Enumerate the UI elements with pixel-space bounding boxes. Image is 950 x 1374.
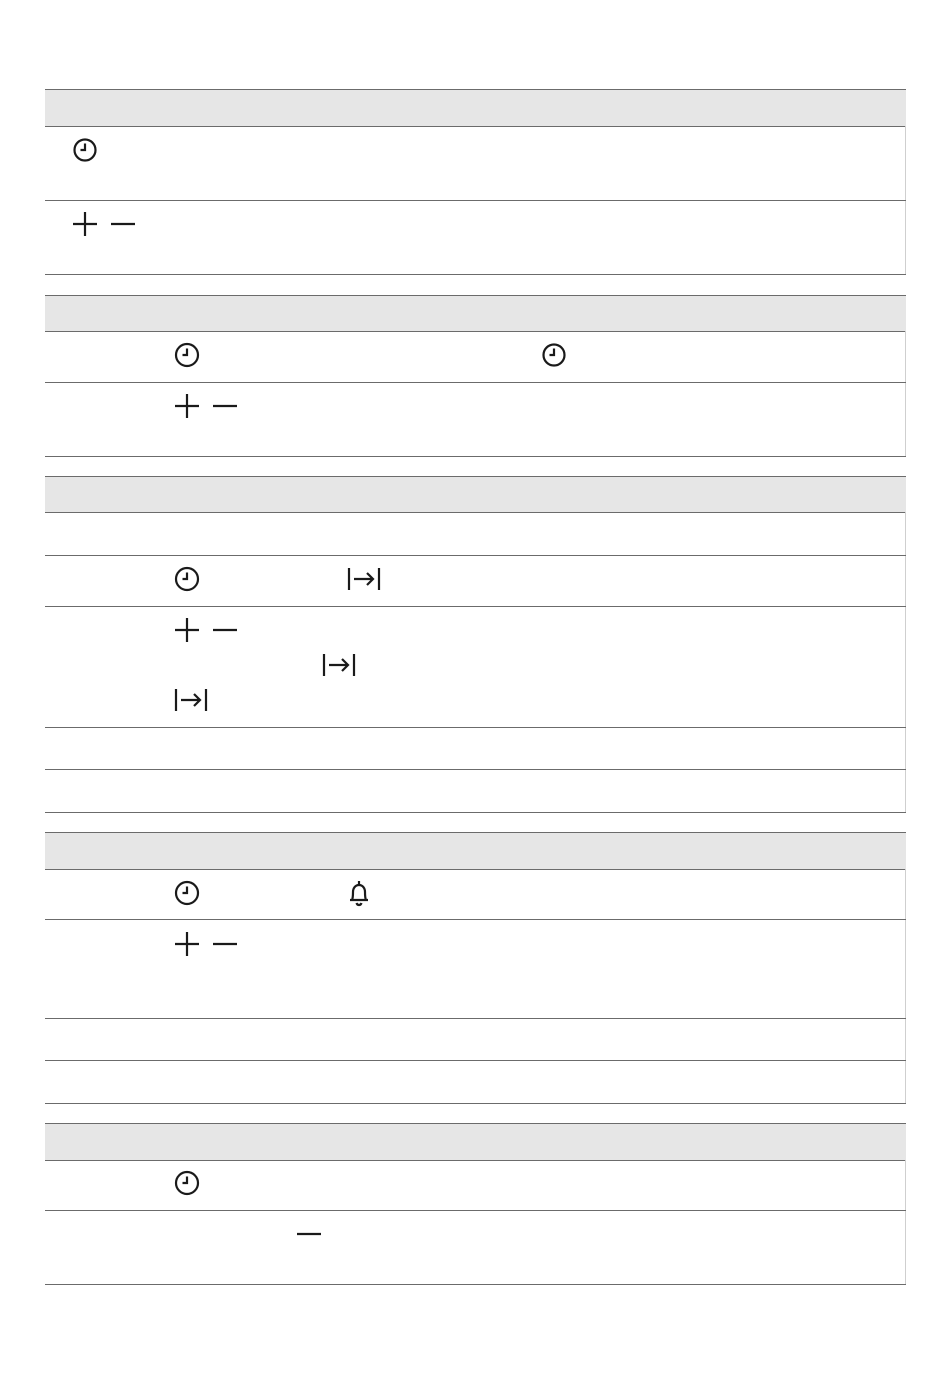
clock-icon — [174, 342, 200, 368]
minus-icon — [211, 930, 239, 958]
minus-icon — [211, 616, 239, 644]
bell-icon — [345, 879, 373, 907]
end-time-icon — [346, 566, 382, 592]
section-3-right-border — [905, 512, 906, 812]
section-2-header — [45, 296, 906, 331]
minus-icon — [295, 1220, 323, 1248]
section-4-row-rule — [45, 919, 906, 920]
section-1-row-rule — [45, 200, 906, 201]
section-5-bottom-rule — [45, 1284, 906, 1285]
section-3-row-rule — [45, 555, 906, 556]
section-3-bottom-rule — [45, 812, 906, 813]
clock-icon — [174, 1170, 200, 1196]
section-4-row-rule — [45, 1018, 906, 1019]
plus-icon — [173, 930, 201, 958]
section-3-row-rule — [45, 727, 906, 728]
section-5-right-border — [905, 1160, 906, 1284]
clock-icon — [541, 342, 567, 368]
end-time-icon — [321, 652, 357, 678]
section-1-bottom-rule — [45, 274, 906, 275]
section-4-right-border — [905, 869, 906, 1103]
section-4-bottom-rule — [45, 1103, 906, 1104]
section-1-header-rule — [45, 126, 906, 127]
section-1-header — [45, 90, 906, 126]
plus-icon — [71, 210, 99, 238]
clock-icon — [174, 880, 200, 906]
section-5-row-rule — [45, 1210, 906, 1211]
section-5-header-rule — [45, 1160, 906, 1161]
section-5-header — [45, 1124, 906, 1160]
end-time-icon — [173, 687, 209, 713]
section-3-header-rule — [45, 512, 906, 513]
minus-icon — [211, 392, 239, 420]
section-3-row-rule — [45, 769, 906, 770]
clock-icon — [174, 566, 200, 592]
plus-icon — [173, 392, 201, 420]
clock-icon — [72, 137, 98, 163]
section-4-row-rule — [45, 1060, 906, 1061]
minus-icon — [109, 210, 137, 238]
section-2-header-rule — [45, 331, 906, 332]
section-2-right-border — [905, 331, 906, 456]
plus-icon — [173, 616, 201, 644]
section-4-header — [45, 833, 906, 869]
section-2-bottom-rule — [45, 456, 906, 457]
section-3-row-rule — [45, 606, 906, 607]
section-3-header — [45, 477, 906, 512]
section-2-row-rule — [45, 382, 906, 383]
section-4-header-rule — [45, 869, 906, 870]
